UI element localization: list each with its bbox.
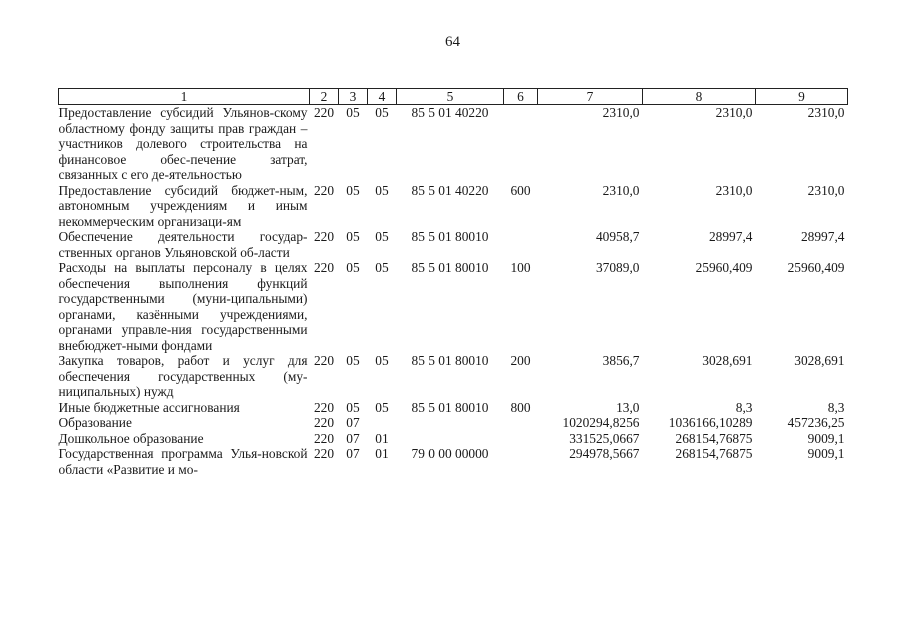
table-body xyxy=(59,105,848,478)
amount-col8-cell: 3028,691 xyxy=(702,353,753,368)
amount-col8-cell: 1036166,10289 xyxy=(668,415,753,430)
amount-col9-cell: 8,3 xyxy=(827,399,845,415)
amount-col9-cell: 9009,1 xyxy=(807,446,845,461)
table-row xyxy=(59,105,848,183)
amount-col8-cell: 25960,409 xyxy=(695,260,753,275)
amount-col8-cell: 28997,4 xyxy=(708,229,753,244)
column-header-8: 8 xyxy=(643,89,756,105)
admin-code-cell: 220 xyxy=(313,182,335,198)
amount-col9-cell: 9009,1 xyxy=(807,430,845,446)
amount-col8-cell: 2310,0 xyxy=(715,182,753,198)
admin-code-cell: 220 xyxy=(313,229,335,244)
column-header-1: 1 xyxy=(59,89,310,105)
target-article-cell: 85 5 01 80010 xyxy=(411,260,489,275)
admin-code-cell: 220 xyxy=(313,353,335,368)
table-row xyxy=(59,260,848,353)
expense-type-cell xyxy=(504,446,538,477)
amount-col8-cell: 268154,76875 xyxy=(675,430,753,446)
amount-col7-cell: 13,0 xyxy=(616,399,640,415)
expense-type-cell xyxy=(504,415,538,431)
row-name-cell: Предоставление субсидий бюджет-ным, автономным учреждениям и иным некоммерческим организаци-ям xyxy=(58,182,308,229)
subsection-cell: 05 xyxy=(375,105,389,120)
subsection-cell: 01 xyxy=(375,430,389,446)
table-row xyxy=(59,446,848,477)
table-row xyxy=(59,183,848,230)
row-name-cell: Предоставление субсидий Ульянов-скому областному фонду защиты прав граждан – участников долевого строительства на финансовое обес-печение затрат, связанных с его де-ятельностью xyxy=(58,105,308,182)
target-article-cell: 85 5 01 40220 xyxy=(411,182,489,198)
amount-col7-cell: 40958,7 xyxy=(595,229,640,244)
subsection-cell: 05 xyxy=(375,353,389,368)
row-name-cell: Обеспечение деятельности государ-ственных органов Ульяновской об-ласти xyxy=(58,229,308,260)
section-cell: 05 xyxy=(346,182,360,198)
target-article-cell: 85 5 01 80010 xyxy=(411,399,489,415)
amount-col8-cell: 268154,76875 xyxy=(675,446,753,461)
admin-code-cell: 220 xyxy=(313,446,335,461)
amount-col8-cell: 8,3 xyxy=(735,399,753,415)
admin-code-cell: 220 xyxy=(313,415,335,430)
budget-table xyxy=(58,88,848,477)
row-name-cell: Дошкольное образование xyxy=(58,430,204,446)
expense-type-cell: 600 xyxy=(510,182,531,198)
section-cell: 07 xyxy=(346,415,360,430)
amount-col9-cell: 2310,0 xyxy=(807,105,845,120)
column-header-9: 9 xyxy=(756,89,848,105)
section-cell: 05 xyxy=(346,229,360,244)
amount-col9-cell: 25960,409 xyxy=(787,260,845,275)
amount-col9-cell: 457236,25 xyxy=(787,415,845,430)
amount-col9-cell: 2310,0 xyxy=(807,182,845,198)
amount-col7-cell: 2310,0 xyxy=(602,182,640,198)
table-row xyxy=(59,353,848,400)
subsection-cell: 05 xyxy=(375,182,389,198)
column-header-6: 6 xyxy=(504,89,538,105)
table-row xyxy=(59,431,848,447)
section-cell: 05 xyxy=(346,399,360,415)
target-article-cell: 79 0 00 00000 xyxy=(411,446,489,461)
target-article-cell: 85 5 01 40220 xyxy=(411,105,489,120)
expense-type-cell: 100 xyxy=(510,260,531,275)
target-article-cell xyxy=(397,431,504,447)
admin-code-cell: 220 xyxy=(313,399,335,415)
amount-col9-cell: 28997,4 xyxy=(800,229,845,244)
subsection-cell: 05 xyxy=(375,229,389,244)
row-name-cell: Иные бюджетные ассигнования xyxy=(58,399,240,415)
row-name-cell: Государственная программа Улья-новской области «Развитие и мо- xyxy=(58,446,308,477)
admin-code-cell: 220 xyxy=(313,430,335,446)
amount-col8-cell: 2310,0 xyxy=(715,105,753,120)
section-cell: 05 xyxy=(346,260,360,275)
column-header-5: 5 xyxy=(397,89,504,105)
admin-code-cell: 220 xyxy=(313,105,335,120)
subsection-cell: 05 xyxy=(375,399,389,415)
section-cell: 05 xyxy=(346,105,360,120)
amount-col7-cell: 331525,0667 xyxy=(569,430,640,446)
column-header-4: 4 xyxy=(368,89,397,105)
column-header-7: 7 xyxy=(538,89,643,105)
amount-col7-cell: 1020294,8256 xyxy=(562,415,640,430)
page-number: 64 xyxy=(445,34,460,50)
expense-type-cell xyxy=(504,105,538,183)
table-row xyxy=(59,400,848,416)
subsection-cell: 05 xyxy=(375,260,389,275)
subsection-cell xyxy=(368,415,397,431)
column-header-3: 3 xyxy=(339,89,368,105)
row-name-cell: Закупка товаров, работ и услуг для обеспечения государственных (му-ниципальных) нужд xyxy=(58,353,308,399)
target-article-cell: 85 5 01 80010 xyxy=(411,229,489,244)
column-header-2: 2 xyxy=(310,89,339,105)
target-article-cell: 85 5 01 80010 xyxy=(411,353,489,368)
section-cell: 07 xyxy=(346,430,360,446)
subsection-cell: 01 xyxy=(375,446,389,461)
amount-col7-cell: 294978,5667 xyxy=(569,446,640,461)
expense-type-cell: 800 xyxy=(510,399,531,415)
amount-col7-cell: 37089,0 xyxy=(595,260,640,275)
table-row xyxy=(59,229,848,260)
table-header xyxy=(59,89,848,105)
expense-type-cell xyxy=(504,229,538,260)
target-article-cell xyxy=(397,415,504,431)
amount-col7-cell: 3856,7 xyxy=(602,353,640,368)
row-name-cell: Расходы на выплаты персоналу в целях обеспечения выполнения функций государственными (муни-ципальными) органами, казёнными учреждениями, органами управле-ния государственными внебюджет-ными фондами xyxy=(58,260,308,353)
expense-type-cell: 200 xyxy=(510,353,531,368)
expense-type-cell xyxy=(504,431,538,447)
section-cell: 07 xyxy=(346,446,360,461)
header-row xyxy=(59,89,848,105)
amount-col9-cell: 3028,691 xyxy=(794,353,845,368)
section-cell: 05 xyxy=(346,353,360,368)
admin-code-cell: 220 xyxy=(313,260,335,275)
amount-col7-cell: 2310,0 xyxy=(602,105,640,120)
table-row xyxy=(59,415,848,431)
row-name-cell: Образование xyxy=(58,415,132,430)
